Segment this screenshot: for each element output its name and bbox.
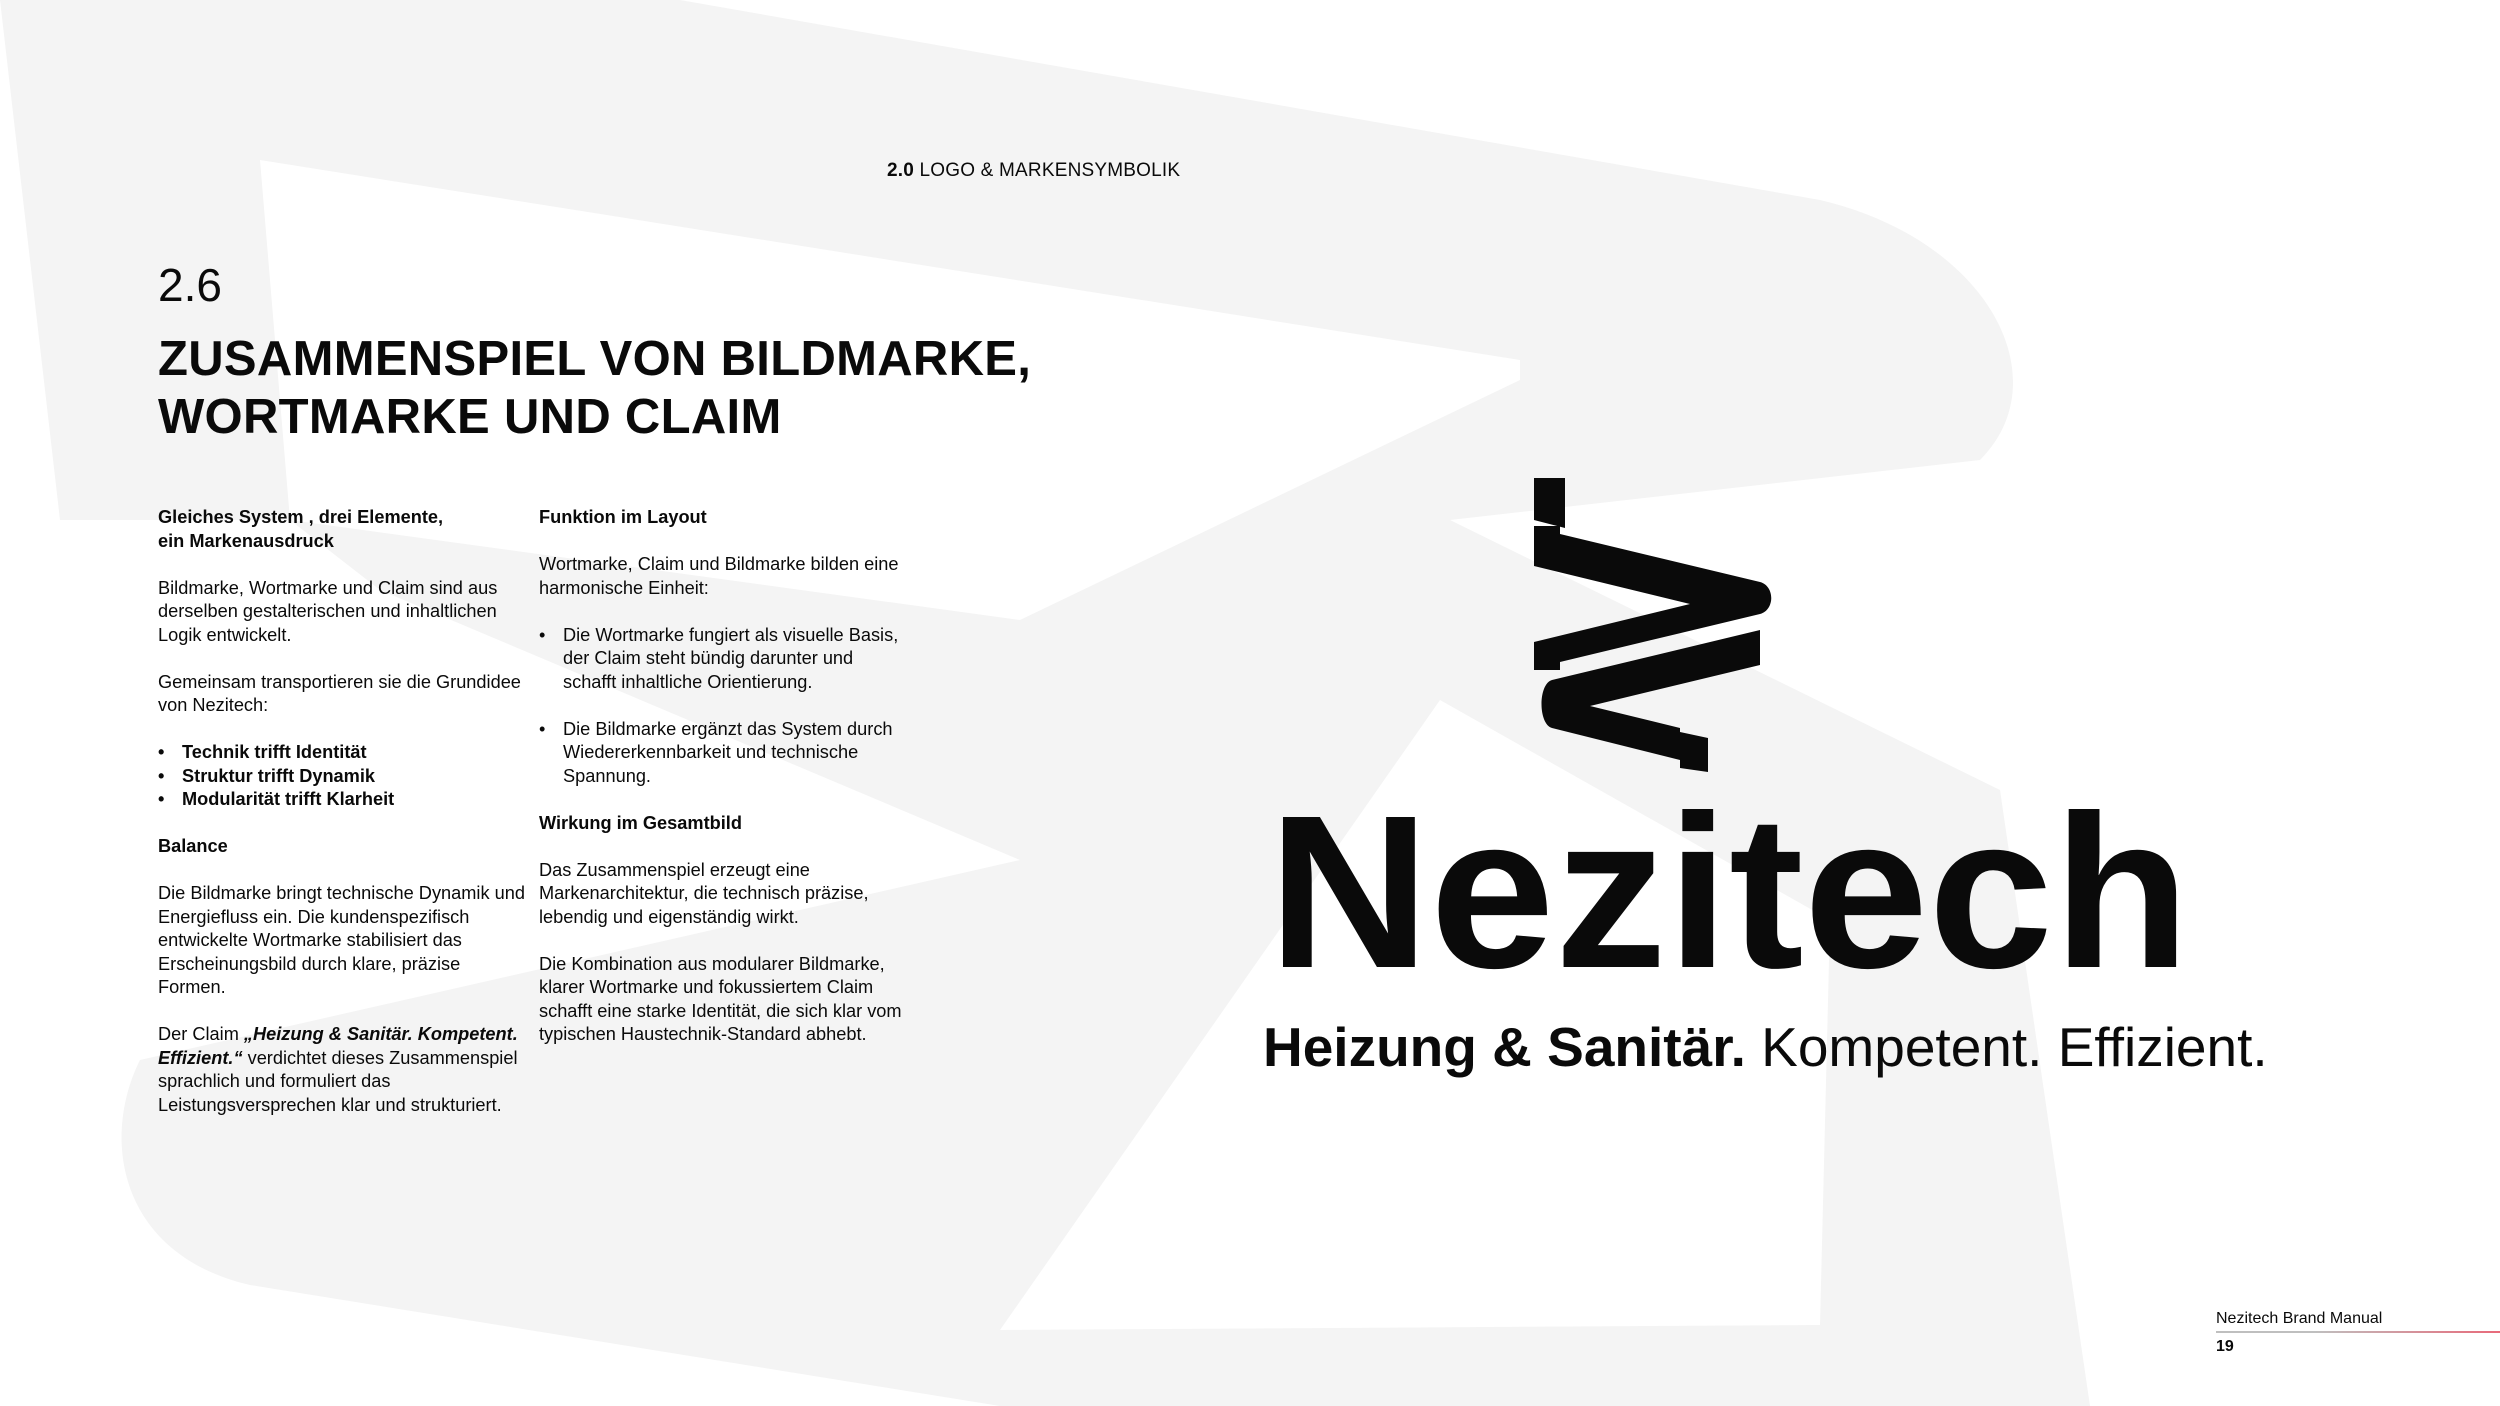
effect-paragraph-2: Die Kombination aus modularer Bildmarke, klarer Wortmarke und fokussiertem Claim schafft eine starke Identität, die sich klar vom typischen Haustechnik-Standard abhebt.	[539, 953, 902, 1044]
list-item: • Die Wortmarke fungiert als visuelle Basis, der Claim steht bündig darunter und schafft inhaltliche Orientierung.	[539, 624, 909, 695]
balance-paragraph: Die Bildmarke bringt technische Dynamik und Energiefluss ein. Die kundenspezifisch entwickelte Wortmarke stabilisiert das Erscheinungsbild durch klare, präzise Formen.	[158, 883, 525, 997]
layout-intro: Wortmarke, Claim und Bildmarke bilden eine harmonische Einheit:	[539, 554, 899, 598]
claim-paragraph	[158, 1023, 528, 1117]
page-title-line1: ZUSAMMENSPIEL VON BILDMARKE,	[158, 332, 1032, 386]
left-bullet-list	[158, 741, 528, 812]
claim-quote: „Heizung & Sanitär. Kompetent. Effizient.“	[158, 1024, 518, 1068]
section-label	[887, 160, 1180, 182]
claim-prefix: Der Claim	[158, 1024, 244, 1044]
effect-paragraph-1: Das Zusammenspiel erzeugt eine Markenarchitektur, die technisch präzise, lebendig und eigenständig wirkt.	[539, 859, 869, 927]
page-title	[158, 330, 1031, 446]
claim-regular: Kompetent. Effizient.	[1745, 1016, 2268, 1078]
wordmark-logo: Nezitech	[1268, 771, 2190, 1014]
left-paragraph-1: Bildmarke, Wortmarke und Claim sind aus derselben gestalterischen und inhaltlichen Logik entwickelt.	[158, 577, 498, 645]
list-item: • Struktur trifft Dynamik	[158, 765, 528, 789]
claim-suffix: verdichtet dieses Zusammenspiel sprachlich und formuliert das Leistungsversprechen klar und strukturiert.	[158, 1047, 518, 1115]
list-item: • Die Bildmarke ergänzt das System durch Wiedererkennbarkeit und technische Spannung.	[539, 718, 909, 789]
left-heading-line1: Gleiches System , drei Elemente,	[158, 507, 444, 527]
page-title-line2: WORTMARKE UND CLAIM	[158, 390, 782, 444]
chapter-number: 2.6	[158, 259, 222, 311]
left-heading-line2: ein Markenausdruck	[158, 530, 334, 551]
claim-bold: Heizung & Sanitär.	[1263, 1016, 1746, 1078]
page-number: 19	[2216, 1338, 2234, 1355]
balance-heading: Balance	[158, 836, 228, 856]
footer-divider	[2216, 1331, 2500, 1333]
right-text-column	[539, 506, 909, 1070]
effect-heading: Wirkung im Gesamtbild	[539, 812, 742, 833]
layout-heading: Funktion im Layout	[539, 507, 707, 527]
left-paragraph-2: Gemeinsam transportieren sie die Grundidee von Nezitech:	[158, 671, 521, 715]
nezitech-logo	[1260, 470, 2200, 1080]
section-code: 2.0	[887, 160, 915, 181]
list-item: • Modularität trifft Klarheit	[158, 788, 528, 812]
claim-line	[1263, 1015, 2268, 1079]
section-title: LOGO & MARKENSYMBOLIK	[919, 160, 1181, 181]
list-item: • Technik trifft Identität	[158, 741, 528, 765]
right-bullet-list	[539, 624, 909, 789]
left-text-column	[158, 506, 528, 1141]
bildmarke-symbol-icon	[1534, 478, 1771, 772]
footer-title: Nezitech Brand Manual	[2216, 1310, 2383, 1327]
